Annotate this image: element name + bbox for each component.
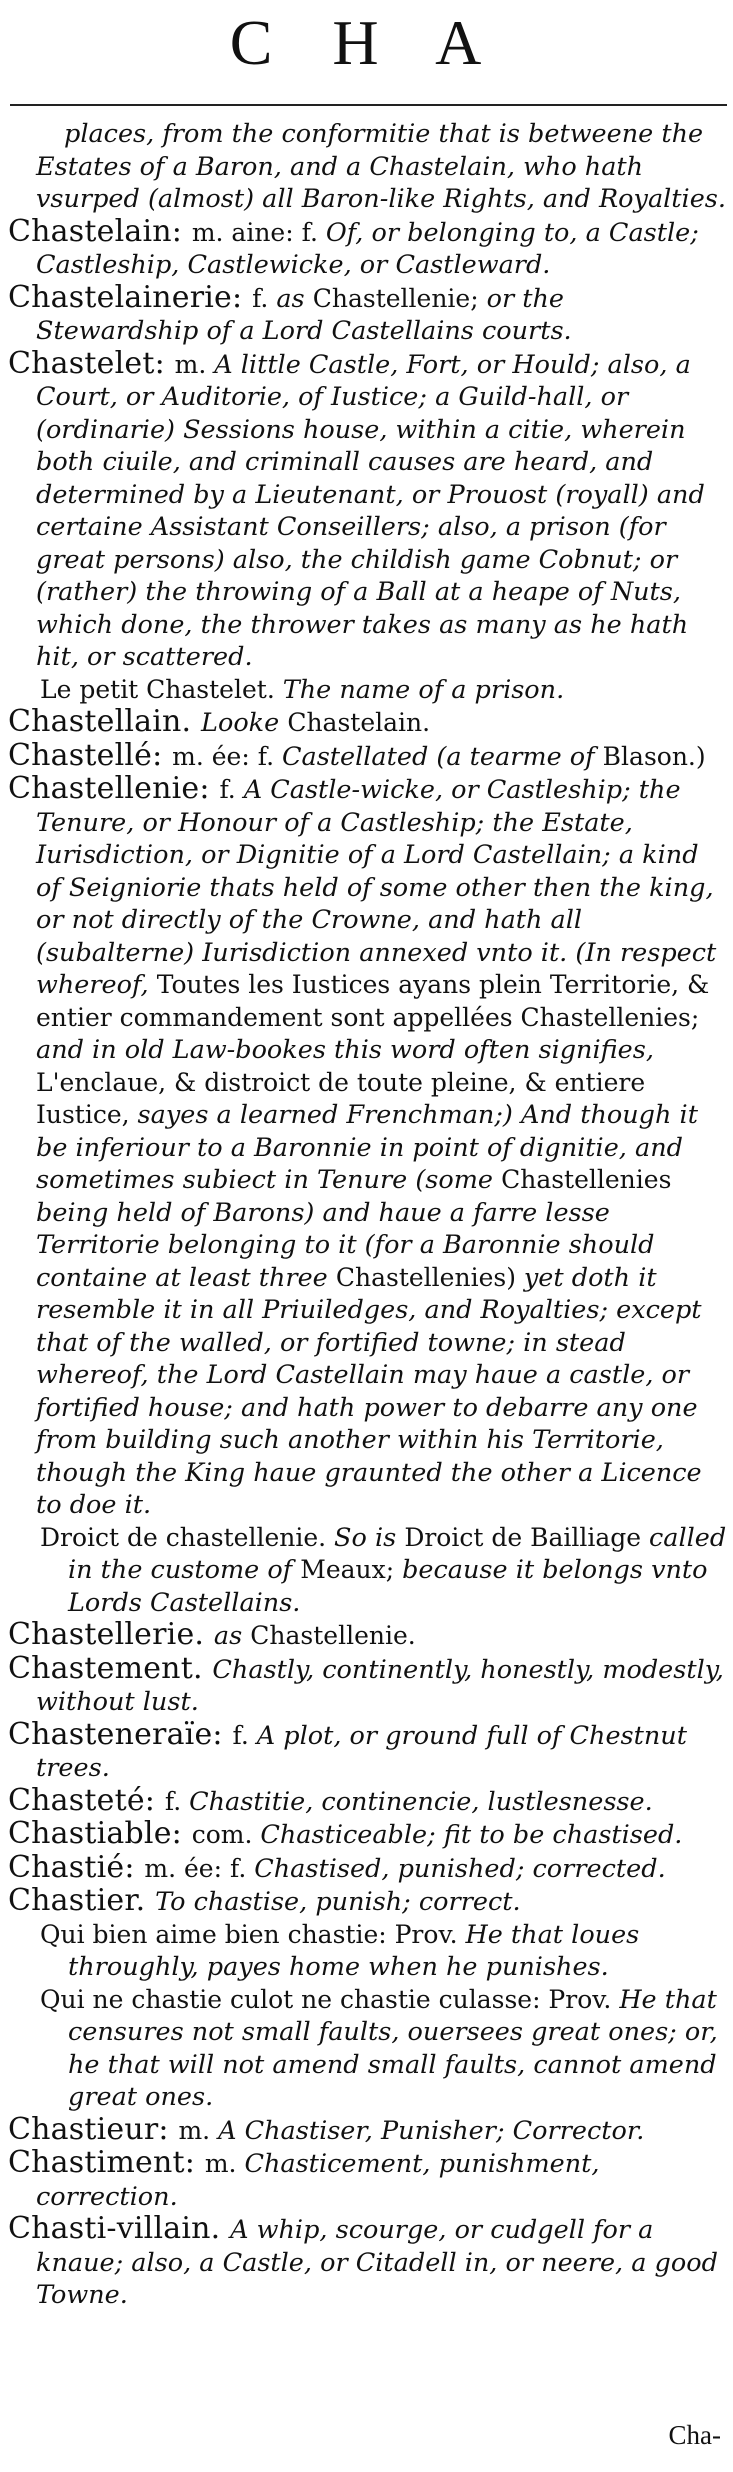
definition-text: Looke <box>201 708 288 738</box>
french-text: Chastelain. <box>287 708 431 737</box>
page-header <box>0 0 733 118</box>
definition-text: To chastise, punish; correct. <box>155 1887 521 1917</box>
dictionary-entry <box>8 773 728 1522</box>
french-text: L'enclaue, & distroict de toute pleine, & entiere Iustice, <box>36 1067 646 1129</box>
french-text: com. <box>191 1820 261 1849</box>
definition-text: A Chastiser, Punisher; Corrector. <box>218 2115 645 2146</box>
definition-text: or the Stewardship of a Lord Castellains courts. <box>36 283 572 346</box>
french-text: f. <box>252 283 277 313</box>
definition-text: Chastised, punished; corrected. <box>254 1853 666 1884</box>
dictionary-entry <box>8 737 728 774</box>
dictionary-entry <box>8 118 728 216</box>
french-text: m. <box>174 349 215 379</box>
french-text: m. ée: f. <box>144 1853 255 1883</box>
definition-text: A whip, scourge, or cudgell for a knaue; also, a Castle, or Citadell in, or neere, a good Towne. <box>36 2215 718 2310</box>
definition-text: being held of Barons) and haue a farre lesse Territorie belonging to it (for a Baronnie should containe at least three <box>36 1197 655 1293</box>
dictionary-entry <box>8 1619 728 1653</box>
definition-text: He that censures not small faults, ouersees great ones; or, he that will not amend small faults, cannot amend great ones. <box>68 1984 718 2112</box>
french-text: f. <box>164 1786 190 1816</box>
definition-text: The name of a prison. <box>282 674 565 705</box>
definition-text: Castellated (a tearme of <box>281 741 603 772</box>
dictionary-entry <box>8 1885 728 1919</box>
sub-entry <box>8 1522 728 1620</box>
definition-text: places, from the conformitie that is betweene the Estates of a Baron, and a Chastelain, who hath vsurped (almost) all Baron-like Rights, and Royalties. <box>36 119 726 214</box>
french-text: f. <box>219 775 244 804</box>
definition-text: as <box>213 1621 251 1651</box>
headword: Chastellé: <box>8 737 173 773</box>
french-text: m. aine: f. <box>191 217 326 247</box>
headword: Chastié: <box>8 1849 145 1885</box>
dictionary-entry <box>8 1650 728 1719</box>
french-text: Le petit Chastelet. <box>40 674 283 704</box>
definition-text: A Castle-wicke, or Castleship; the Tenure, or Honour of a Castleship; the Estate, Iurisdiction, or Dignitie of a Lord Castellain; a kind of Seigniorie thats held of some other then the king, or not directly of the Crowne, and hath all (subalterne) Iurisdiction annexed vnto it. (In respect whereof, <box>36 775 717 1000</box>
definition-text: and in old Law-bookes this word often signifies, <box>36 1035 654 1065</box>
headword: Chastelain: <box>8 213 192 249</box>
definition-text: Chasticement, punishment, correction. <box>36 2149 600 2212</box>
definition-text: So is <box>334 1522 405 1553</box>
headword: Chastieur: <box>8 2111 179 2147</box>
dictionary-entry <box>8 1782 728 1819</box>
headword: Chastellerie. <box>8 1617 214 1652</box>
definition-text: Chastly, continently, honestly, modestly, without lust. <box>36 1654 724 1717</box>
french-text: Chastellenie; <box>312 283 487 313</box>
dictionary-entry <box>8 2213 728 2312</box>
headword: Chastiment: <box>8 2145 205 2180</box>
french-text: Droict de chastellenie. <box>40 1522 335 1552</box>
dictionary-entry <box>8 1849 728 1886</box>
french-text: Qui bien aime bien chastie: Prov. <box>40 1919 466 1949</box>
definition-text: A little Castle, Fort, or Hould; also, a Court, or Auditorie, of Iustice; a Guild-hall, or (ordinarie) Sessions house, within a citie, wherein both ciuile, and criminall causes are heard, and determined by a Lieutenant, or Prouost (royall) and certaine Assistant Conseillers; also, a prison (for great persons) also, the childish game Cobnut; or (rather) the throwing of a Ball at a heape of Nuts, which done, the thrower takes as many as he hath hit, or scattered. <box>36 349 705 672</box>
french-text: Chastellenies) <box>335 1262 524 1292</box>
dictionary-entry <box>8 2147 728 2213</box>
definition-text: He that loues throughly, payes home when he punishes. <box>68 1919 640 1982</box>
headword: Chasteneraïe: <box>8 1716 233 1752</box>
headword: Chastellain. <box>8 704 202 739</box>
sub-entry <box>8 1984 728 2114</box>
french-text: Chastellenie. <box>250 1621 416 1650</box>
headword: Chastement. <box>8 1650 213 1686</box>
dictionary-entry <box>8 1716 728 1785</box>
dictionary-entry <box>8 279 728 348</box>
sub-entry <box>8 674 728 707</box>
headword: Chastelainerie: <box>8 279 253 315</box>
definition-text: Of, or belonging to, a Castle; Castleship, Castlewicke, or Castleward. <box>36 217 699 280</box>
dictionary-entry <box>8 213 728 282</box>
headword: Chasti-villain. <box>8 2211 231 2246</box>
dictionary-entry <box>8 1818 728 1852</box>
french-text: m. <box>178 2115 219 2145</box>
header-rule <box>10 104 727 106</box>
french-text: f. <box>232 1720 257 1750</box>
french-text: m. <box>204 2149 245 2178</box>
running-head: C H A <box>229 7 504 78</box>
dictionary-entry <box>8 706 728 740</box>
french-text: Qui ne chastie culot ne chastie culasse: Prov. <box>40 1984 620 2014</box>
definition-text: as <box>276 283 313 314</box>
french-text: m. ée: f. <box>172 741 282 771</box>
french-text: Chastellenies <box>501 1165 672 1194</box>
headword: Chastiable: <box>8 1816 192 1851</box>
french-text: Meaux; <box>300 1555 403 1584</box>
definition-text: A plot, or ground full of Chestnut trees. <box>36 1720 687 1783</box>
headword: Chasteté: <box>8 1782 165 1818</box>
sub-entry <box>8 1919 728 1984</box>
definition-text: Chastitie, continencie, lustlesnesse. <box>189 1786 653 1817</box>
dictionary-entries <box>8 118 728 2312</box>
definition-text: yet doth it resemble it in all Priuiledges, and Royalties; except that of the walled, or fortified towne; in stead whereof, the Lord Castellain may haue a castle, or fortified house; and hath power to debarre any one from building such another within his Territorie, though the King haue graunted the other a Licence to doe it. <box>36 1262 702 1520</box>
french-text: Toutes les Iustices ayans plein Territorie, & entier commandement sont appellées Chastellenies; <box>36 970 710 1032</box>
definition-text: Chasticeable; fit to be chastised. <box>260 1820 683 1850</box>
dictionary-entry <box>8 2111 728 2148</box>
headword: Chastellenie: <box>8 771 220 806</box>
french-text: Droict de Bailliage <box>404 1522 650 1552</box>
headword: Chastier. <box>8 1883 156 1918</box>
dictionary-entry <box>8 345 728 674</box>
definition-text: sayes a learned Frenchman;) And though it be inferiour to a Baronnie in point of dignitie, and sometimes subiect in Tenure (some <box>36 1100 698 1195</box>
catchword: Cha- <box>668 2420 721 2450</box>
definition-text: because it belongs vnto Lords Castellains. <box>68 1555 708 1618</box>
french-text: Blason.) <box>602 741 706 771</box>
definition-text: called in the custome of <box>68 1522 727 1585</box>
headword: Chastelet: <box>8 345 175 381</box>
